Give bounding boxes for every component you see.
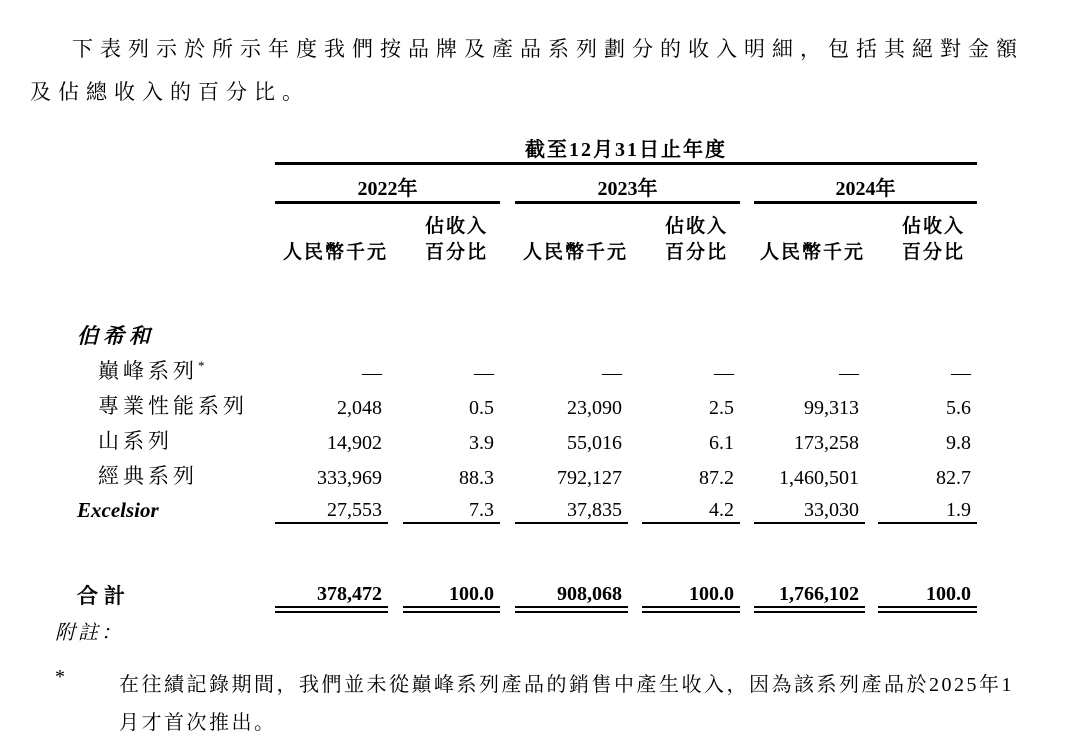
total-value: 1,766,102 (754, 570, 865, 610)
year-2023: 2023年 (515, 164, 740, 203)
spacer-row (60, 523, 977, 570)
cell-value: 333,969 (317, 467, 382, 489)
row-label: 經典系列 (98, 464, 198, 488)
row-label: 山系列 (98, 429, 173, 453)
cell-value: 1,460,501 (779, 467, 859, 489)
cell-value: 87.2 (699, 467, 734, 489)
cell-value: 2,048 (337, 397, 382, 419)
table-row-classic-series (60, 455, 977, 490)
year-2022: 2022年 (275, 164, 500, 203)
table-row-mountain-series (60, 420, 977, 455)
cell-value: 88.3 (459, 467, 494, 489)
year-2024: 2024年 (754, 164, 977, 203)
intro-paragraph: 下表列示於所示年度我們按品牌及產品系列劃分的收入明細，包括其絕對金額及佔總收入的百分比。 (30, 37, 1024, 104)
row-label: 專業性能系列 (98, 394, 248, 418)
total-value: 908,068 (515, 570, 628, 610)
cell-value: 4.2 (642, 490, 740, 523)
table-row-excelsior (60, 490, 977, 523)
pct-header-2023: 佔收入 百分比 (664, 216, 728, 263)
brand-name: 伯希和 (77, 324, 155, 348)
cell-value: 0.5 (469, 397, 494, 419)
total-value: 100.0 (642, 570, 740, 610)
cell-value: 9.8 (946, 432, 972, 454)
cell-value: — (474, 362, 494, 384)
cell-value: 55,016 (567, 432, 622, 454)
revenue-table (60, 130, 977, 613)
total-label: 合計 (77, 584, 131, 608)
year-header-row (60, 164, 977, 203)
cell-value: 82.7 (936, 467, 972, 489)
cell-value: 1.9 (878, 490, 977, 523)
cell-value: 23,090 (567, 397, 622, 419)
cell-value: — (362, 362, 382, 384)
cell-value: 27,553 (275, 490, 388, 523)
cell-value: 37,835 (515, 490, 628, 523)
cell-value: 3.9 (469, 432, 494, 454)
period-header-row (60, 130, 977, 164)
footnote-item (55, 666, 1021, 742)
column-subheader-row (60, 203, 977, 271)
cell-value: 173,258 (794, 432, 859, 454)
cell-value: 6.1 (709, 432, 734, 454)
revenue-by-series-table (60, 130, 977, 613)
cell-value: — (602, 362, 622, 384)
amount-header-2024: 人民幣千元 (759, 242, 865, 263)
table-row-total (60, 570, 977, 610)
cell-value: — (951, 362, 972, 384)
notes-heading: 附註： (55, 622, 124, 644)
pct-header-2024: 佔收入 百分比 (902, 216, 966, 263)
cell-value: 7.3 (403, 490, 500, 523)
period-header: 截至12月31日止年度 (275, 130, 977, 164)
pct-header-2022: 佔收入 百分比 (424, 216, 488, 263)
cell-value: 14,902 (327, 432, 382, 454)
footnote-marker: * (198, 358, 205, 373)
cell-value: 5.6 (946, 397, 972, 419)
footnote-text: 在往績記錄期間，我們並未從巔峰系列產品的銷售中產生收入，因為該系列產品於2025年1月才首次推出。 (119, 674, 1014, 734)
spacer-row (60, 270, 977, 314)
row-label: 巔峰系列 (98, 359, 198, 383)
cell-value: 2.5 (709, 397, 734, 419)
total-value: 378,472 (275, 570, 388, 610)
cell-value: 99,313 (804, 397, 859, 419)
amount-header-2022: 人民幣千元 (282, 242, 388, 263)
table-row-peak-series (60, 350, 977, 385)
brand-header-row (60, 314, 977, 350)
cell-value: — (714, 362, 734, 384)
cell-value: — (839, 362, 859, 384)
total-value: 100.0 (878, 570, 977, 610)
amount-header-2023: 人民幣千元 (522, 242, 628, 263)
cell-value: 792,127 (557, 467, 622, 489)
total-value: 100.0 (403, 570, 500, 610)
row-label: Excelsior (77, 498, 159, 522)
footnote-asterisk: * (55, 666, 65, 688)
cell-value: 33,030 (754, 490, 865, 523)
table-row-pro-performance-series (60, 385, 977, 420)
